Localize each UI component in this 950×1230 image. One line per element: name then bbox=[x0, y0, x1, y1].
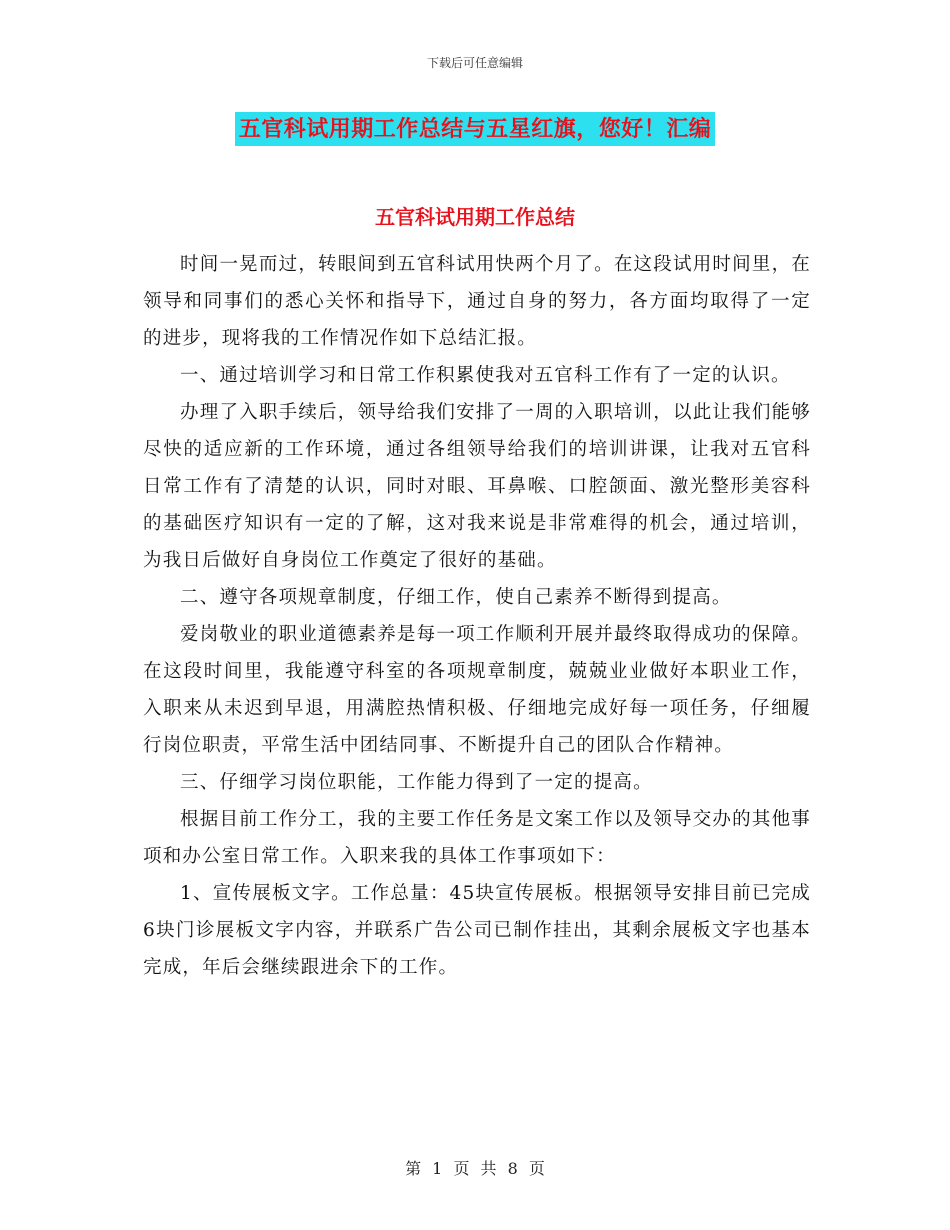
paragraph: 三、仔细学习岗位职能，工作能力得到了一定的提高。 bbox=[180, 772, 653, 793]
paragraph: 根据目前工作分工，我的主要工作任务是文案工作以及领导交办的其他事项和办公室日常工作。入职来我的具体工作事项如下： bbox=[143, 809, 811, 867]
section-title: 五官科试用期工作总结 bbox=[375, 205, 575, 229]
page-number-footer: 第 1 页 共 8 页 bbox=[405, 1159, 545, 1178]
paragraph: 时间一晃而过，转眼间到五官科试用快两个月了。在这段试用时间里，在领导和同事们的悉心关怀和指导下，通过自身的努力，各方面均取得了一定的进步，现将我的工作情况作如下总结汇报。 bbox=[143, 254, 811, 349]
document-title-container bbox=[0, 112, 950, 146]
paragraph: 爱岗敬业的职业道德素养是每一项工作顺利开展并最终取得成功的保障。在这段时间里，我能遵守科室的各项规章制度，兢兢业业做好本职业工作，入职来从未迟到早退，用满腔热情积极、仔细地完成好每一项任务，仔细履行岗位职责，平常生活中团结同事、不断提升自己的团队合作精神。 bbox=[143, 624, 811, 756]
page-header-note: 下载后可任意编辑 bbox=[426, 56, 523, 70]
document-body bbox=[143, 246, 811, 986]
document-title: 五官科试用期工作总结与五星红旗，您好！汇编 bbox=[235, 112, 716, 146]
paragraph: 二、遵守各项规章制度，仔细工作，使自己素养不断得到提高。 bbox=[180, 587, 732, 608]
paragraph: 一、通过培训学习和日常工作积累使我对五官科工作有了一定的认识。 bbox=[180, 365, 791, 386]
paragraph: 办理了入职手续后，领导给我们安排了一周的入职培训，以此让我们能够尽快的适应新的工作环境，通过各组领导给我们的培训讲课，让我对五官科日常工作有了清楚的认识，同时对眼、耳鼻喉、口腔颌面、激光整形美容科的基础医疗知识有一定的了解，这对我来说是非常难得的机会，通过培训，为我日后做好自身岗位工作奠定了很好的基础。 bbox=[143, 402, 811, 571]
paragraph: 1、宣传展板文字。工作总量：45块宣传展板。根据领导安排目前已完成6块门诊展板文字内容，并联系广告公司已制作挂出，其剩余展板文字也基本完成，年后会继续跟进余下的工作。 bbox=[143, 883, 811, 978]
